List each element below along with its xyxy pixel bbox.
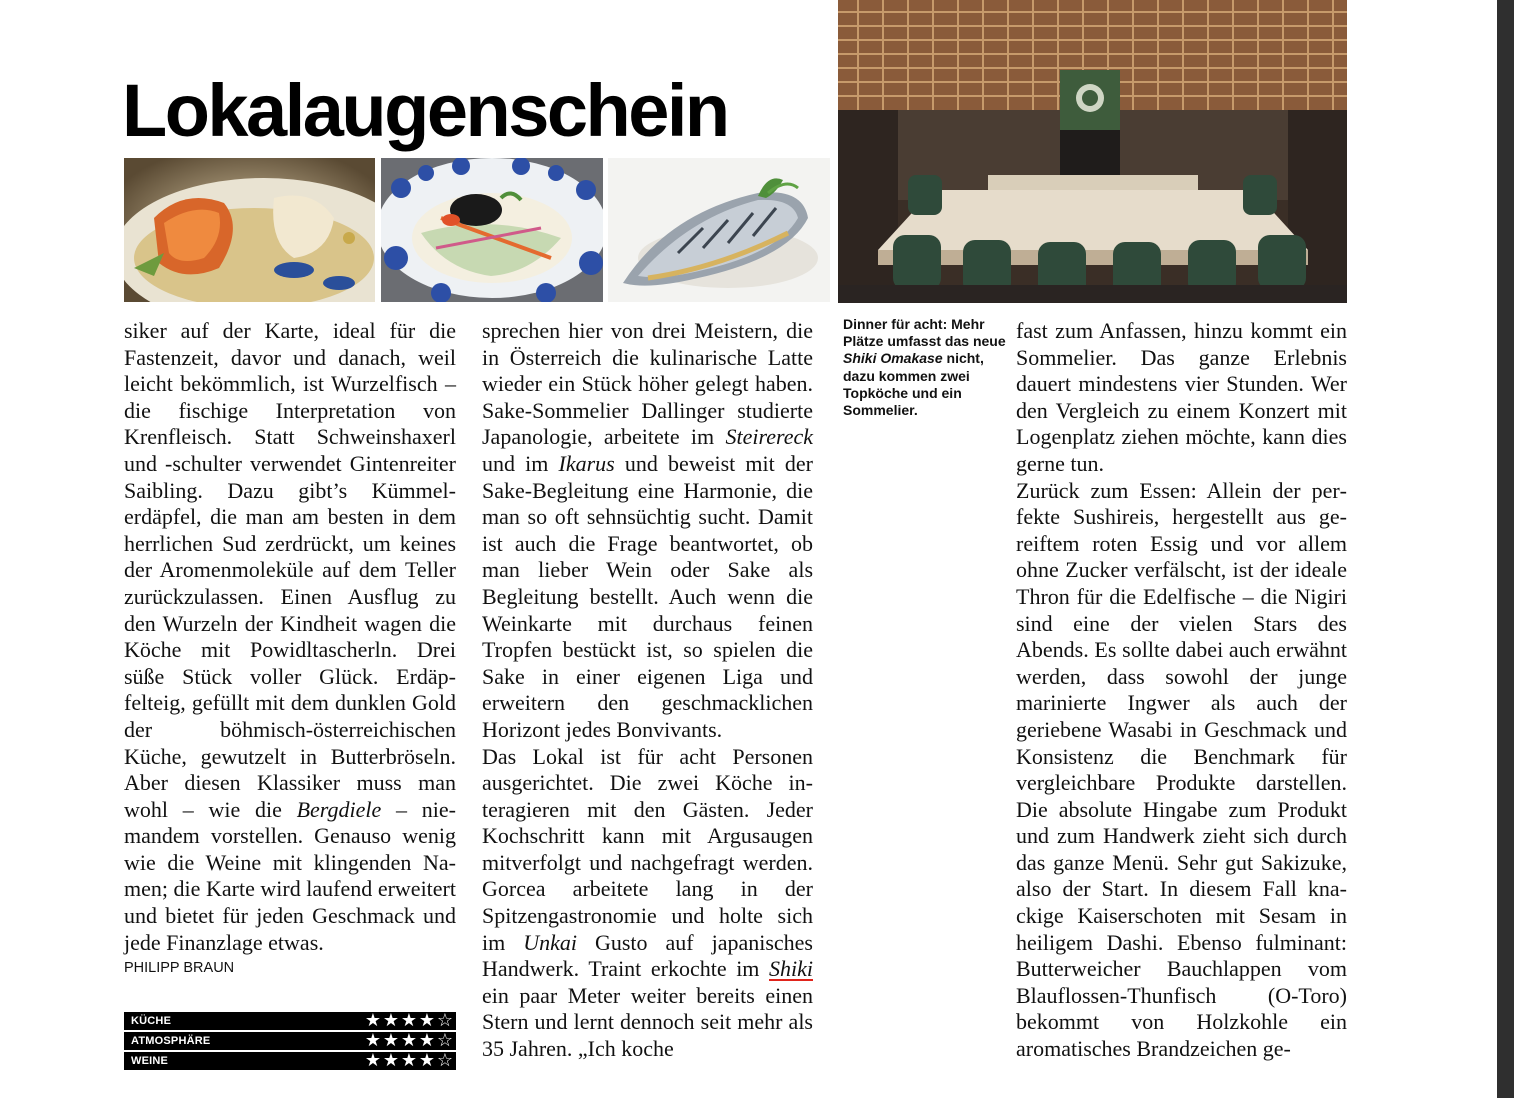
venue-name-italic: Shiki Omakase — [843, 350, 943, 367]
rating-row — [124, 1012, 456, 1030]
venue-name-italic: Bergdiele — [296, 796, 382, 822]
restaurant-interior — [838, 0, 1347, 303]
filled-star-icon: ★ — [400, 1010, 418, 1031]
rating-stars — [364, 1052, 454, 1070]
filled-star-icon: ★ — [364, 1010, 382, 1031]
empty-star-icon: ☆ — [436, 1030, 454, 1051]
filled-star-icon: ★ — [418, 1030, 436, 1051]
rating-label: KÜCHE — [131, 1015, 172, 1027]
food-photo-nigiri — [608, 158, 830, 302]
article-paragraph: sprechen hier von drei Meistern, die in Österreich die kulinarische Latte wieder ein Stück höher gelegt haben. Sake-Sommelier Dallinger studierte Japanologie, arbeitete im Steirereck und im Ikarus und beweist mit der Sake-Begleitung eine Harmonie, die man so oft sehnsüchtig sucht. Damit ist auch die Frage beantwortet, ob man lieber Wein oder Sake als Begleitung bestellt. Auch wenn die Weinkarte mit durchaus feinen Tropfen bestückt ist, so spielen die Sake in einer eigenen Liga und erweitern den geschmacklichen Horizont jedes Bonvivants. — [482, 318, 813, 742]
article-paragraph: fast zum Anfassen, hinzu kommt ein Sommelier. Das ganze Erlebnis dauert mindestens vier Stunden. Wer den Vergleich zu einem Konzert mit Logenplatz ziehen möchte, kann dies gerne tun. — [1016, 318, 1347, 476]
empty-star-icon: ☆ — [436, 1050, 454, 1071]
filled-star-icon: ★ — [382, 1010, 400, 1031]
article-column-3 — [1016, 318, 1347, 1063]
article-column-1 — [124, 318, 456, 978]
article-paragraph: Das Lokal ist für acht Personen ausgerichtet. Die zwei Köche interagieren mit den Gästen. Jeder Kochschritt kann mit Argusaugen mitverfolgt und nachgefragt werden. Gorcea arbeitete lang in der Spitzengastronomie und holte sich im Unkai Gusto auf japanisches Handwerk. Traint erkochte im Shiki ein paar Meter weiter bereits einen Stern und lernt dennoch seit mehr als 35 Jahren. „Ich koche — [482, 743, 813, 1062]
article-paragraph: siker auf der Karte, ideal für die Fastenzeit, davor und danach, weil leicht bekömmlich, ist Wurzelfisch – die fischige Interpretation von Krenfleisch. Statt Schweinshaxerl und -schulter verwendet Gintenreiter Saibling. Dazu gibt’s Kümmelerdäpfel, die man am besten in dem herrlichen Sud zerdrückt, um keines der Aromenmoleküle auf dem Teller zurückzulassen. Einen Ausflug zu den Wurzeln der Kindheit wagen die Köche mit Powidltascherln. Drei süße Stück voller Glück. Erdäpfelteig, gefüllt mit dem dunklen Gold der böhmisch-österreichischen Küche, gewutzelt in Butterbröseln. Aber diesen Klassiker muss man wohl – wie die Bergdiele – niemandem vorstellen. Genauso wenig wie die Weine mit klingenden Namen; die Karte wird laufend erweitert und bietet für jeden Geschmack und jede Finanzlage etwas. — [124, 318, 456, 955]
page-headline: Lokalaugenschein — [122, 69, 728, 152]
filled-star-icon: ★ — [418, 1010, 436, 1031]
rating-stars — [364, 1032, 454, 1050]
article-column-2 — [482, 318, 813, 1063]
filled-star-icon: ★ — [400, 1050, 418, 1071]
venue-name-italic: Steirereck — [725, 424, 813, 450]
spellcheck-marked-word[interactable]: Shiki — [769, 956, 813, 982]
food-photo-bowl — [381, 158, 603, 302]
rating-stars — [364, 1012, 454, 1030]
rating-box — [124, 1012, 456, 1072]
filled-star-icon: ★ — [364, 1030, 382, 1051]
rating-row — [124, 1052, 456, 1070]
author-byline: PHILIPP BRAUN — [124, 960, 235, 977]
filled-star-icon: ★ — [418, 1050, 436, 1071]
filled-star-icon: ★ — [382, 1030, 400, 1051]
filled-star-icon: ★ — [382, 1050, 400, 1071]
filled-star-icon: ★ — [364, 1050, 382, 1071]
venue-name-italic: Ikarus — [558, 450, 615, 476]
food-photo-char — [124, 158, 375, 302]
filled-star-icon: ★ — [400, 1030, 418, 1051]
viewer-scroll-edge — [1497, 0, 1514, 1098]
venue-name-italic: Unkai — [523, 929, 577, 955]
rating-row — [124, 1032, 456, 1050]
article-paragraph: Zurück zum Essen: Allein der perfekte Sushireis, hergestellt aus gereiftem roten Essig und vor allem ohne Zucker verfälscht, ist der ideale Thron für die Edelfische – die Nigiri sind eine der vielen Stars des Abends. Es sollte dabei auch erwähnt werden, dass sowohl der junge marinierte Ingwer als auch der geriebene Wasabi in Geschmack und Konsistenz die Benchmark für vergleichbare Produkte darstellen. Die absolute Hingabe zum Produkt und zum Handwerk zieht sich durch das ganze Menü. Sehr gut Sakizuke, also der Start. In diesem Fall knackige Kaiserschoten mit Sesam in heiligem Dashi. Ebenso fulminant: Butterweicher Bauchlappen vom Blauflossen-Thunfisch (O-Toro) bekommt von Holzkohle ein aromatisches Brandzeichen ge- — [1016, 477, 1347, 1062]
rating-label: WEINE — [131, 1055, 169, 1067]
empty-star-icon: ☆ — [436, 1010, 454, 1031]
rating-label: ATMOSPHÄRE — [131, 1035, 211, 1047]
photo-caption: Dinner für acht: Mehr Plätze umfasst das neue Shiki Omakase nicht, dazu kommen zwei Topköche und ein Sommelier. — [843, 316, 1006, 419]
